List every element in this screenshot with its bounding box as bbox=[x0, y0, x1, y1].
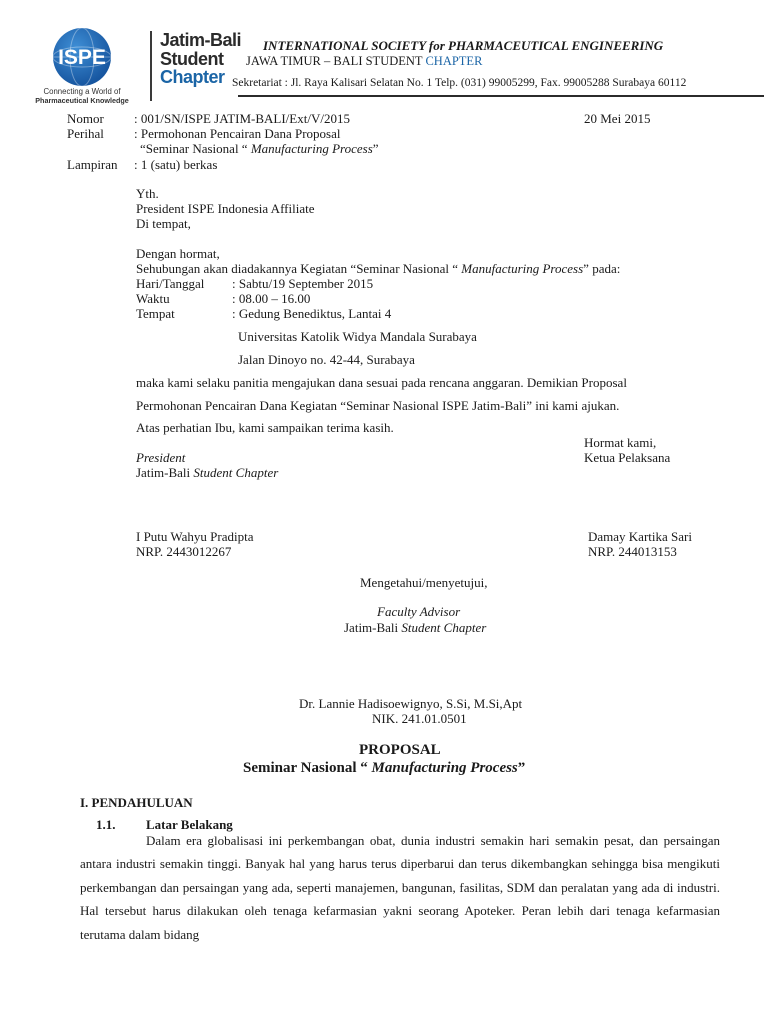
nomor-label: Nomor bbox=[67, 111, 104, 126]
perihal-subject-italic: Manufacturing Process bbox=[250, 141, 373, 156]
chapter-line-1: Jatim-Bali bbox=[160, 30, 242, 50]
ispe-logo bbox=[22, 28, 150, 106]
closing-line-2: Permohonan Pencairan Dana Kegiatan “Seminar Nasional ISPE Jatim-Bali” ini kami ajukan. bbox=[136, 398, 620, 413]
perihal-label: Perihal bbox=[67, 126, 104, 141]
advisor-org-italic: Student Chapter bbox=[401, 620, 487, 635]
nomor-value: : 001/SN/ISPE JATIM-BALI/Ext/V/2015 bbox=[134, 111, 350, 126]
proposal-subtitle-pre: Seminar Nasional “ bbox=[243, 760, 372, 776]
perihal-subject bbox=[140, 141, 379, 157]
org-name: INTERNATIONAL SOCIETY for PHARMACEUTICAL ENGINEERING bbox=[263, 38, 664, 53]
recipient-yth: Yth. bbox=[136, 186, 159, 201]
waktu-label: Waktu bbox=[136, 291, 170, 306]
perihal-subject-pre: “Seminar Nasional “ bbox=[140, 141, 251, 156]
logo-tagline-2: Pharmaceutical Knowledge bbox=[35, 96, 129, 105]
proposal-title: PROPOSAL bbox=[359, 742, 441, 758]
left-org-italic: Student Chapter bbox=[193, 465, 279, 480]
header-divider-horizontal bbox=[238, 95, 764, 97]
hormat-kami: Hormat kami, bbox=[584, 435, 657, 450]
proposal-subtitle-italic: Manufacturing Process bbox=[371, 760, 518, 776]
letter-date: 20 Mei 2015 bbox=[584, 111, 651, 126]
region-text: JAWA TIMUR – BALI STUDENT bbox=[246, 54, 426, 68]
right-signer-role: Ketua Pelaksana bbox=[584, 450, 671, 465]
proposal-subtitle bbox=[243, 759, 525, 777]
advisor-name: Dr. Lannie Hadisoewignyo, S.Si, M.Si,Apt bbox=[299, 696, 523, 711]
venue-line-3: Jalan Dinoyo no. 42-44, Surabaya bbox=[238, 352, 415, 367]
recipient-place: Di tempat, bbox=[136, 216, 191, 231]
chapter-line-3: Chapter bbox=[160, 67, 225, 87]
tempat-label: Tempat bbox=[136, 306, 175, 321]
intro-post: ” pada: bbox=[583, 261, 621, 276]
perihal-value: : Permohonan Pencairan Dana Proposal bbox=[134, 126, 341, 141]
closing-line-1: maka kami selaku panitia mengajukan dana sesuai pada rencana anggaran. Demikian Proposal bbox=[136, 375, 627, 390]
ispe-globe-icon bbox=[22, 28, 150, 106]
advisor-role: Faculty Advisor bbox=[377, 604, 461, 619]
region-line bbox=[246, 53, 482, 69]
intro-line bbox=[136, 261, 620, 277]
left-org-pre: Jatim-Bali bbox=[136, 465, 194, 480]
right-signer-nrp: NRP. 244013153 bbox=[588, 544, 677, 559]
perihal-subject-post: ” bbox=[372, 141, 379, 156]
logo-text: ISPE bbox=[58, 46, 106, 69]
lampiran-value: : 1 (satu) berkas bbox=[134, 157, 218, 172]
recipient-name: President ISPE Indonesia Affiliate bbox=[136, 201, 315, 216]
subsection-title: Latar Belakang bbox=[146, 817, 233, 832]
secretariat-address: Sekretariat : Jl. Raya Kalisari Selatan No. 1 Telp. (031) 99005299, Fax. 99005288 Surabaya 60112 bbox=[232, 77, 687, 89]
proposal-subtitle-post: ” bbox=[517, 760, 526, 776]
waktu-value: : 08.00 – 16.00 bbox=[232, 291, 311, 306]
chapter-line-2: Student bbox=[160, 48, 224, 69]
section-heading: I. PENDAHULUAN bbox=[80, 795, 193, 810]
left-signer-name: I Putu Wahyu Pradipta bbox=[136, 529, 254, 544]
left-signer-nrp: NRP. 2443012267 bbox=[136, 544, 232, 559]
tempat-value: : Gedung Benediktus, Lantai 4 bbox=[232, 306, 392, 321]
hari-label: Hari/Tanggal bbox=[136, 276, 205, 291]
advisor-nik: NIK. 241.01.0501 bbox=[372, 711, 467, 726]
advisor-org bbox=[344, 620, 486, 636]
lampiran-label: Lampiran bbox=[67, 157, 118, 172]
greeting: Dengan hormat, bbox=[136, 246, 220, 261]
advisor-org-pre: Jatim-Bali bbox=[344, 620, 402, 635]
left-signer-org bbox=[136, 465, 278, 481]
left-signer-role: President bbox=[136, 450, 186, 465]
logo-tagline-1: Connecting a World of bbox=[43, 87, 121, 96]
background-paragraph-text: Dalam era globalisasi ini perkembangan obat, dunia industri semakin hari semakin pesat, dan persaingan antara industri semakin tinggi. Banyak hal yang harus terus diperbarui dan terus dikembangkan sehingga bisa mengikuti perkembangan dan persaingan yang ada, seperti manajemen, bangunan, fasilitas, SDM dan peralatan yang ada di industri. Hal tersebut harus dilakukan oleh tenaga kefarmasian yakni seorang Apoteker. Peran lebih dari tenaga kefarmasian terutama dalam bidang bbox=[80, 833, 720, 942]
region-chapter: CHAPTER bbox=[425, 54, 483, 68]
right-signer-name: Damay Kartika Sari bbox=[588, 529, 692, 544]
hari-value: : Sabtu/19 September 2015 bbox=[232, 276, 374, 291]
venue-line-2: Universitas Katolik Widya Mandala Surabaya bbox=[238, 329, 477, 344]
header-divider-vertical bbox=[150, 31, 152, 101]
subsection-number: 1.1. bbox=[96, 817, 116, 832]
background-paragraph bbox=[80, 829, 720, 946]
closing-line-3: Atas perhatian Ibu, kami sampaikan terima kasih. bbox=[136, 420, 394, 435]
approval-label: Mengetahui/menyetujui, bbox=[360, 575, 488, 590]
intro-pre: Sehubungan akan diadakannya Kegiatan “Seminar Nasional “ bbox=[136, 261, 462, 276]
intro-italic: Manufacturing Process bbox=[461, 261, 584, 276]
